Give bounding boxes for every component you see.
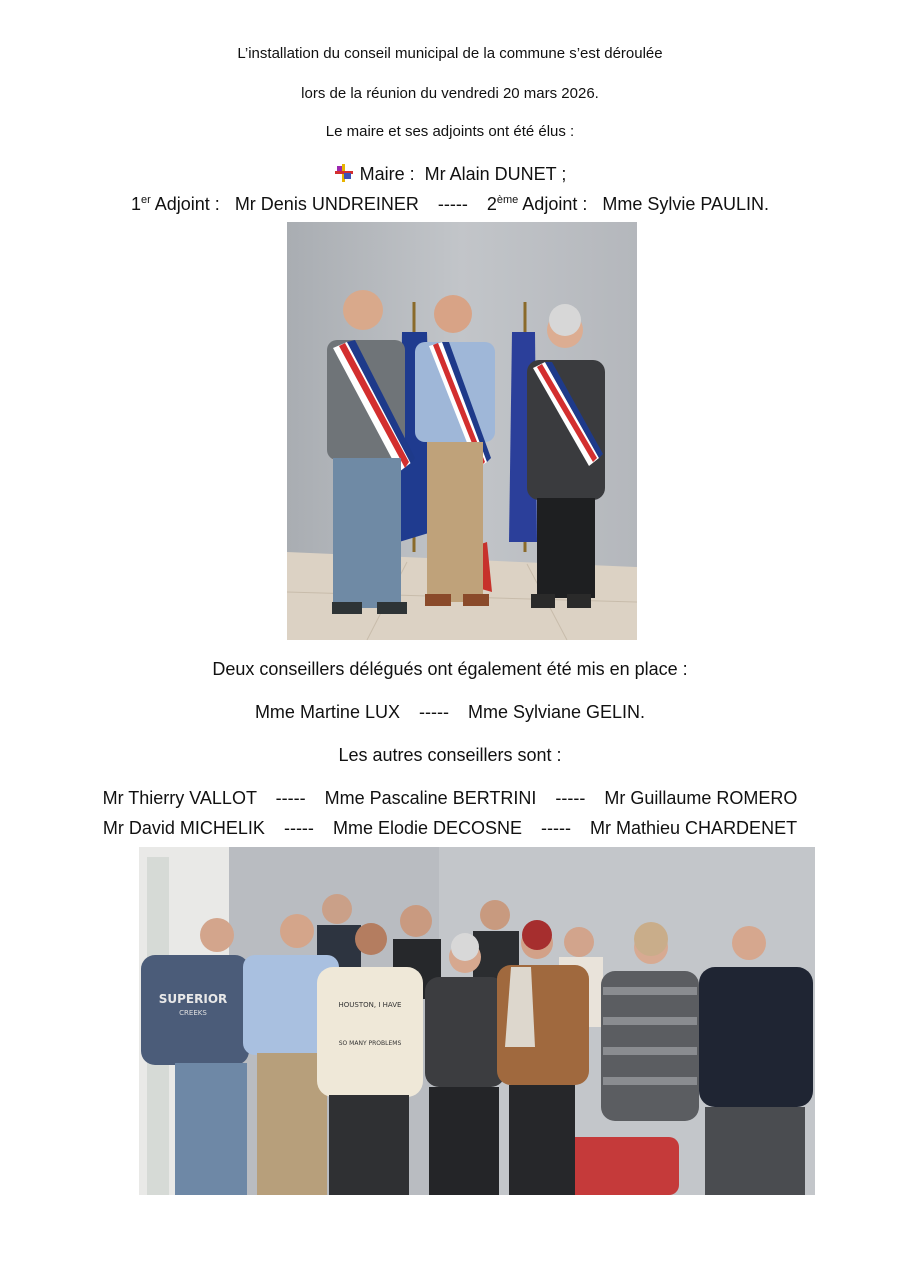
- delegates-intro: Deux conseillers délégués ont également été mis en place :: [212, 659, 688, 679]
- intro-line-1: L’installation du conseil municipal de la commune s’est déroulée: [237, 45, 663, 62]
- separator: -----: [275, 788, 306, 808]
- photo-mayor-adjoints: [287, 222, 637, 640]
- councillor-name: Mme Elodie DECOSNE: [332, 818, 523, 838]
- others-row-1: [0, 788, 900, 809]
- mayor-role: Maire :: [359, 164, 415, 184]
- councillor-name: Mr Guillaume ROMERO: [604, 788, 798, 808]
- sweater-text-top: HOUSTON, I HAVE: [338, 1001, 402, 1009]
- separator: -----: [283, 818, 314, 838]
- second-adjoint-sup: ème: [496, 194, 519, 206]
- intro-line-3: Le maire et ses adjoints ont été élus :: [325, 123, 575, 140]
- councillor-name: Mr David MICHELIK: [102, 818, 265, 838]
- shirt-text: SUPERIOR: [158, 992, 228, 1006]
- delegate-name-2: Mme Sylviane GELIN.: [468, 702, 646, 722]
- delegates-line: [0, 702, 900, 723]
- first-adjoint-sup: er: [140, 194, 151, 206]
- others-intro: Les autres conseillers sont :: [338, 745, 562, 765]
- sweater-text-bottom: SO MANY PROBLEMS: [338, 1040, 402, 1047]
- first-adjoint-number: 1: [130, 194, 141, 214]
- councillor-name: Mme Pascaline BERTRINI: [324, 788, 537, 808]
- separator: -----: [541, 818, 572, 838]
- first-adjoint-role: Adjoint :: [154, 194, 220, 214]
- delegate-name-1: Mme Martine LUX: [254, 702, 400, 722]
- colorful-bullet-icon: [334, 163, 354, 183]
- intro-line-2: lors de la réunion du vendredi 20 mars 2026.: [301, 85, 599, 102]
- second-adjoint-name: Mme Sylvie PAULIN.: [602, 194, 770, 214]
- councillor-name: Mr Thierry VALLOT: [102, 788, 257, 808]
- mayor-name: Mr Alain DUNET ;: [424, 164, 567, 184]
- adjoints-line: [0, 194, 900, 215]
- second-adjoint-role: Adjoint :: [522, 194, 588, 214]
- first-adjoint-name: Mr Denis UNDREINER: [234, 194, 419, 214]
- separator: -----: [419, 702, 449, 722]
- second-adjoint-number: 2: [486, 194, 497, 214]
- others-row-2: [0, 818, 900, 839]
- shirt-subtext: CREEKS: [179, 1009, 207, 1017]
- photo-council-group: [139, 847, 815, 1195]
- mayor-line: [0, 163, 900, 185]
- councillor-name: Mr Mathieu CHARDENET: [590, 818, 798, 838]
- separator: -----: [437, 194, 468, 214]
- separator: -----: [555, 788, 586, 808]
